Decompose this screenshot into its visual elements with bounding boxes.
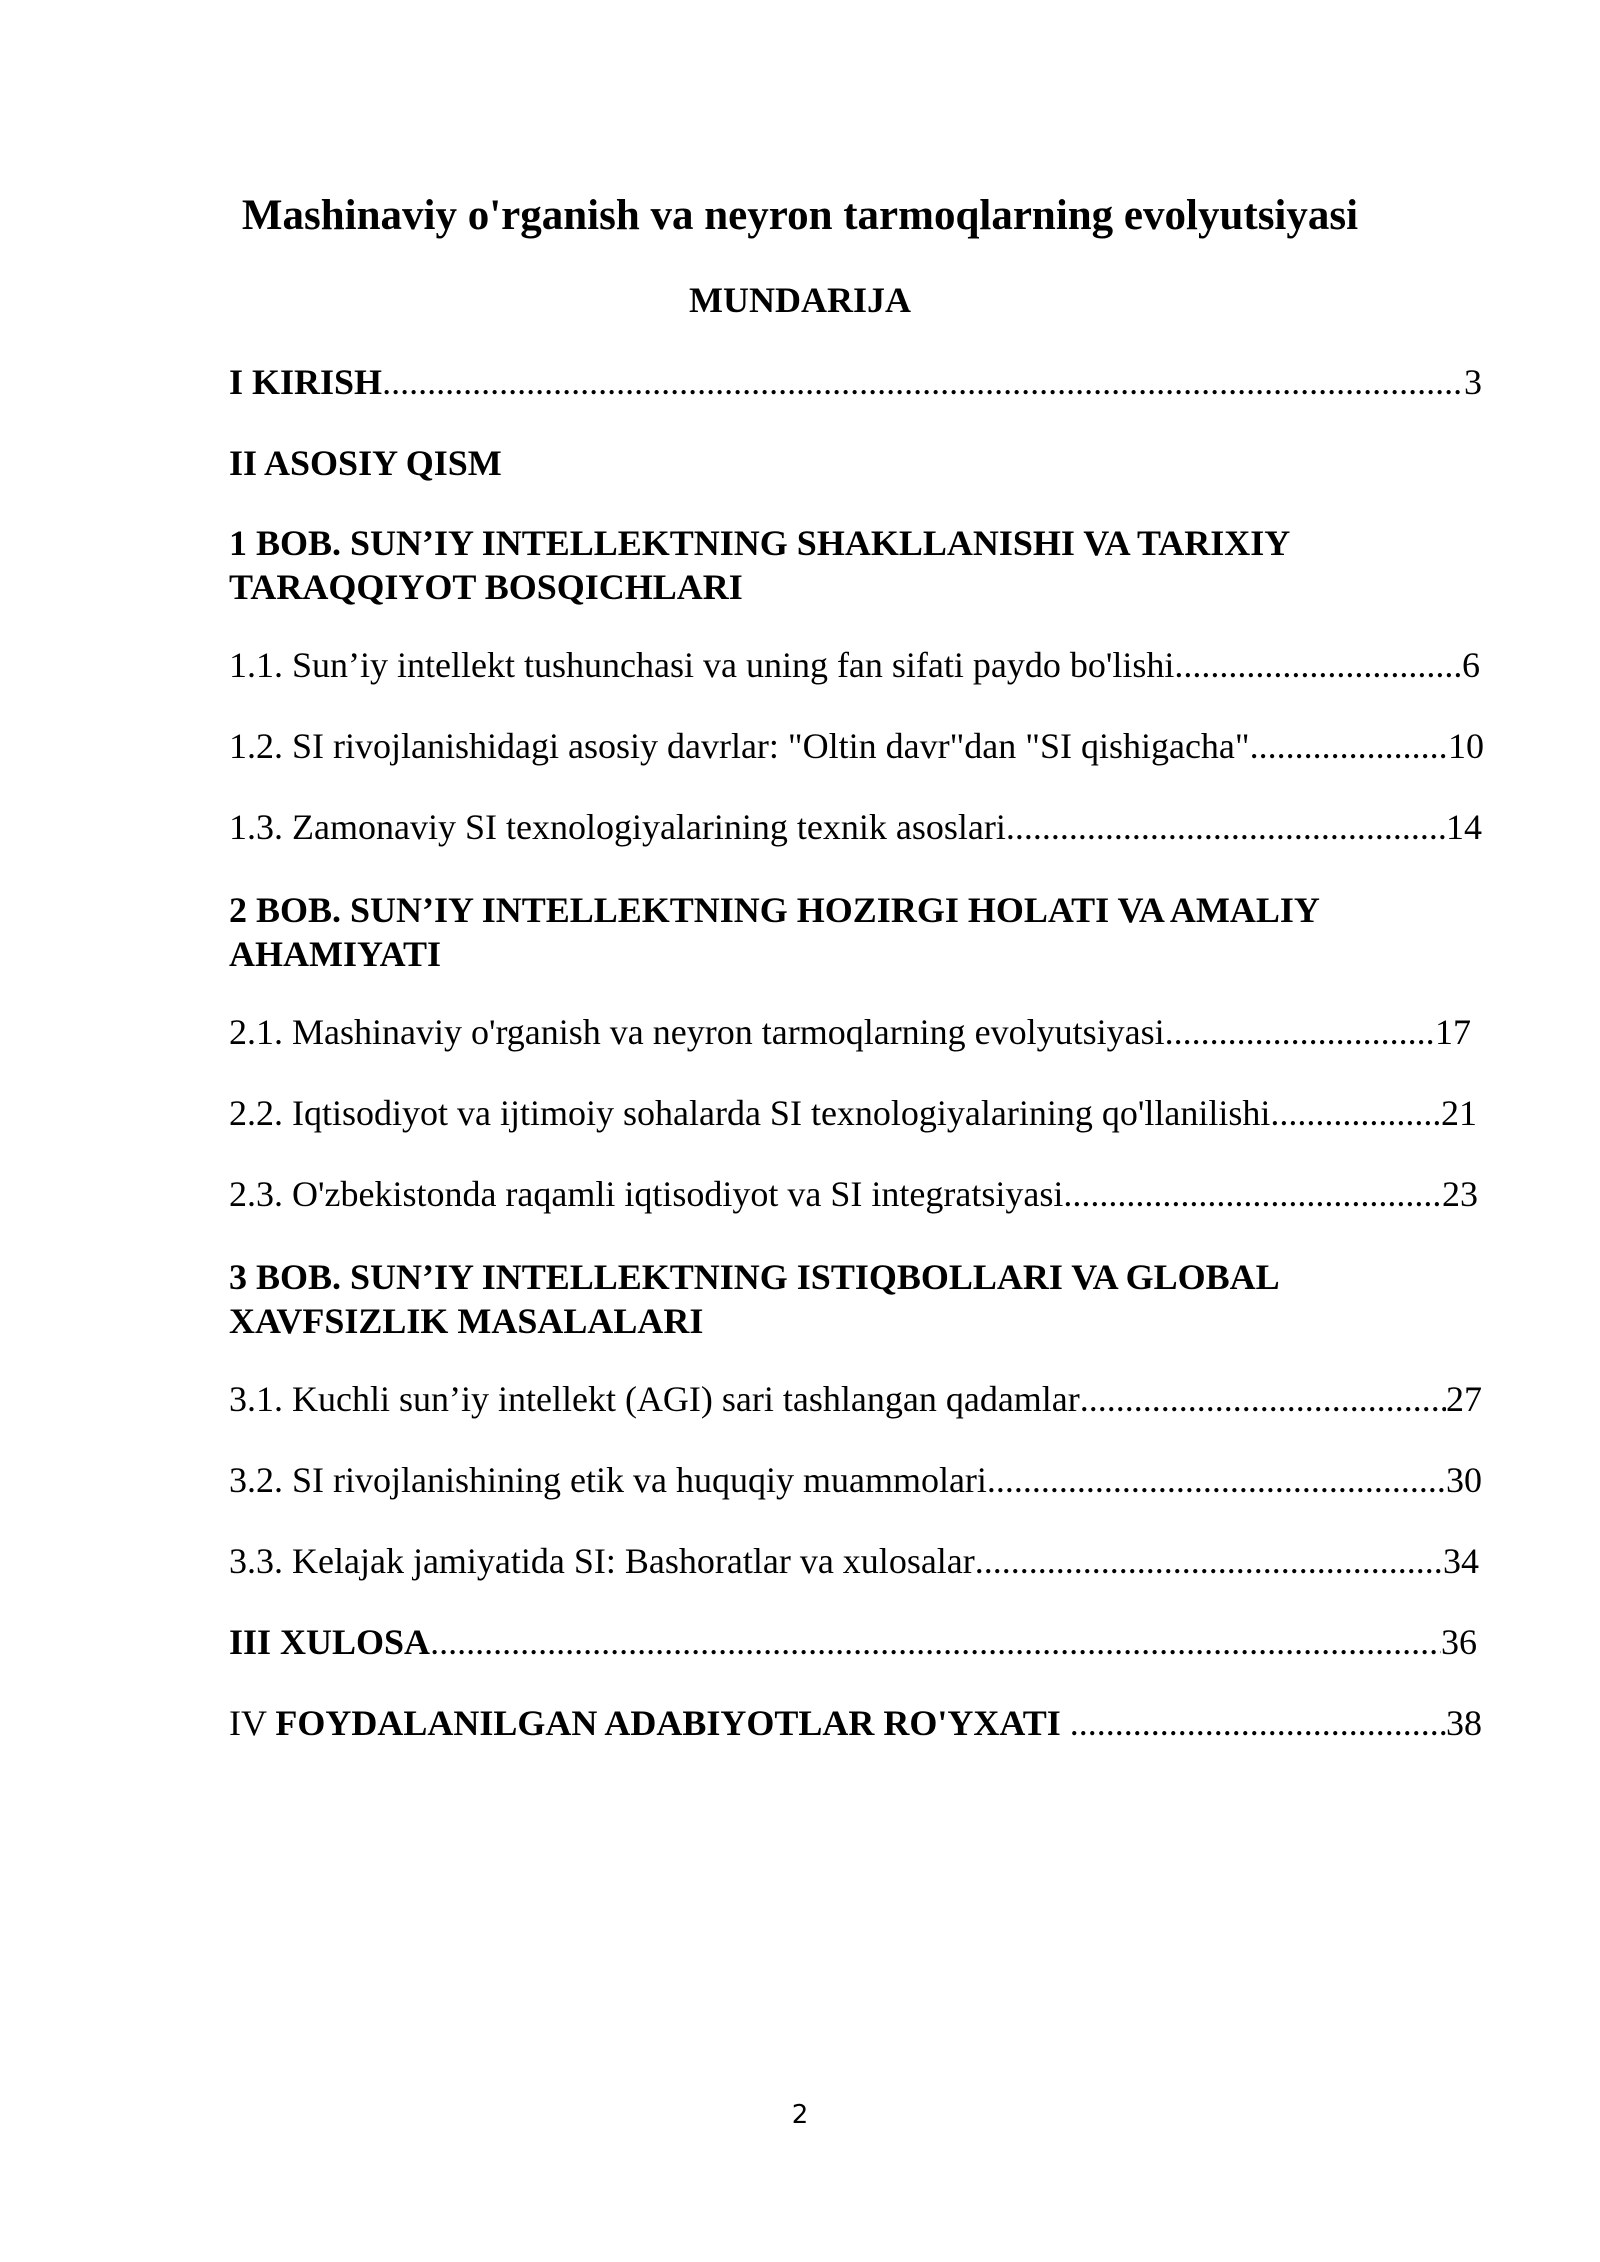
toc-entry-3-1[interactable] <box>229 1377 1482 1421</box>
toc-entry-2-3[interactable] <box>229 1172 1478 1216</box>
toc-entry-page: 36 <box>1441 1622 1477 1662</box>
toc-entry-page: 3 <box>1464 362 1482 402</box>
toc-entry-label: 3.1. Kuchli sun’iy intellekt (AGI) sari tashlangan qadamlar <box>229 1379 1080 1419</box>
dot-leader <box>987 1458 1446 1502</box>
dot-leader <box>1006 805 1446 849</box>
toc-entry-label: 3.3. Kelajak jamiyatida SI: Bashoratlar va xulosalar <box>229 1541 975 1581</box>
toc-entry-1-3[interactable] <box>229 805 1482 849</box>
toc-chapter-1-title: 1 BOB. SUN’IY INTELLEKTNING SHAKLLANISHI VA TARIXIY TARAQQIYOT BOSQICHLARI <box>229 523 1289 607</box>
toc-entry-label: III XULOSA <box>229 1622 431 1662</box>
dot-leader <box>430 1620 1441 1664</box>
toc-entry-label: 1.2. SI rivojlanishidagi asosiy davrlar: "Oltin davr"dan "SI qishigacha" <box>229 726 1250 766</box>
dot-leader <box>1174 643 1462 687</box>
toc-entry-page: 38 <box>1446 1703 1482 1743</box>
dot-leader <box>1270 1091 1441 1135</box>
toc-entry-page: 27 <box>1446 1379 1482 1419</box>
dot-leader <box>382 360 1464 404</box>
toc-entry-label: FOYDALANILGAN ADABIYOTLAR RO'YXATI <box>275 1703 1070 1743</box>
dot-leader <box>1250 724 1448 768</box>
toc-entry-label: 1.1. Sun’iy intellekt tushunchasi va uning fan sifati paydo bo'lishi <box>229 645 1175 685</box>
toc-entry-label: 2.1. Mashinaviy o'rganish va neyron tarmoqlarning evolyutsiyasi <box>229 1012 1165 1052</box>
toc-heading: MUNDARIJA <box>689 280 911 320</box>
toc-entry-page: 17 <box>1435 1012 1471 1052</box>
toc-entry-3-3[interactable] <box>229 1539 1479 1583</box>
dot-leader <box>975 1539 1443 1583</box>
page-number: 2 <box>791 2100 809 2130</box>
toc-entry-kirish[interactable] <box>229 360 1482 404</box>
toc-entry-label: I KIRISH <box>229 362 383 402</box>
toc-entry-label: 3.2. SI rivojlanishining etik va huquqiy muammolari <box>229 1460 987 1500</box>
toc-entry-2-1[interactable] <box>229 1010 1471 1054</box>
toc-chapter-2-title: 2 BOB. SUN’IY INTELLEKTNING HOZIRGI HOLATI VA AMALIY AHAMIYATI <box>229 890 1319 974</box>
dot-leader <box>1070 1701 1446 1745</box>
toc-entry-page: 14 <box>1446 807 1482 847</box>
toc-chapter-3-title: 3 BOB. SUN’IY INTELLEKTNING ISTIQBOLLARI VA GLOBAL XAVFSIZLIK MASALALARI <box>229 1257 1278 1341</box>
toc-entry-label: 1.3. Zamonaviy SI texnologiyalarining texnik asoslari <box>229 807 1006 847</box>
toc-entry-page: 10 <box>1448 726 1484 766</box>
toc-entry-page: 21 <box>1441 1093 1477 1133</box>
toc-entry-1-2[interactable] <box>229 724 1484 768</box>
toc-entry-adabiyotlar[interactable] <box>229 1701 1482 1745</box>
toc-entry-page: 23 <box>1442 1174 1478 1214</box>
document-title: Mashinaviy o'rganish va neyron tarmoqlarning evolyutsiyasi <box>241 192 1359 239</box>
dot-leader <box>1165 1010 1435 1054</box>
toc-entry-page: 30 <box>1446 1460 1482 1500</box>
toc-entry-prefix: IV <box>229 1703 276 1743</box>
dot-leader <box>1080 1377 1446 1421</box>
toc-entry-label: 2.3. O'zbekistonda raqamli iqtisodiyot va SI integratsiyasi <box>229 1174 1064 1214</box>
toc-entry-xulosa[interactable] <box>229 1620 1477 1664</box>
dot-leader <box>1063 1172 1442 1216</box>
toc-entry-page: 6 <box>1462 645 1480 685</box>
toc-entry-page: 34 <box>1443 1541 1479 1581</box>
toc-entry-label: 2.2. Iqtisodiyot va ijtimoiy sohalarda SI texnologiyalarining qo'llanilishi <box>229 1093 1271 1133</box>
toc-entry-1-1[interactable] <box>229 643 1480 687</box>
toc-entry-2-2[interactable] <box>229 1091 1477 1135</box>
toc-entry-asosiy-qism: II ASOSIY QISM <box>229 443 502 483</box>
toc-entry-3-2[interactable] <box>229 1458 1482 1502</box>
